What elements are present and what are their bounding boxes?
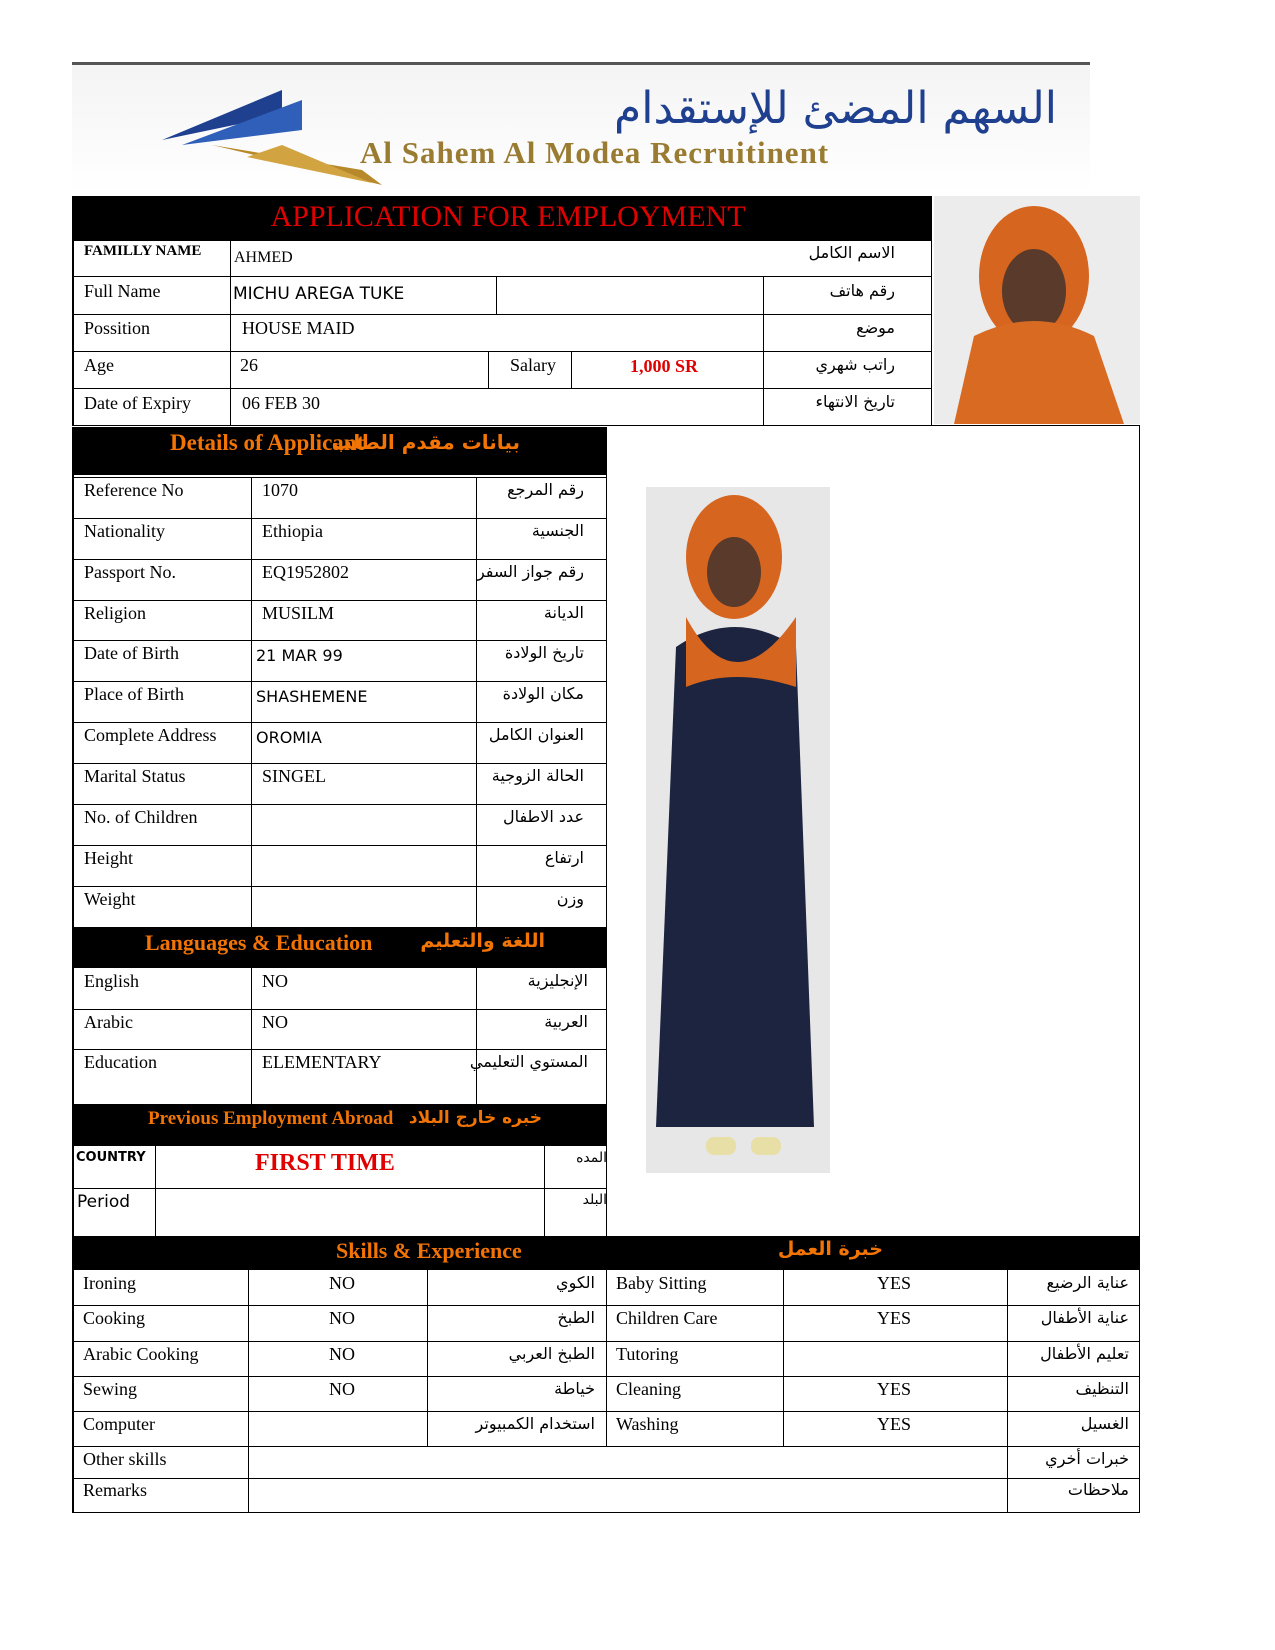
language-label: Arabic xyxy=(84,1012,133,1032)
detail-label: Nationality xyxy=(84,521,165,541)
detail-label: Marital Status xyxy=(84,766,186,786)
detail-label: Place of Birth xyxy=(84,684,184,704)
family-name-ar: الاسم الكامل xyxy=(808,243,895,262)
other-skills-ar: خبرات أخري xyxy=(1045,1449,1129,1468)
expiry-label: Date of Expiry xyxy=(84,393,191,413)
skill-right-label: Baby Sitting xyxy=(616,1273,707,1293)
arrow-logo-icon xyxy=(152,85,382,185)
detail-value: OROMIA xyxy=(256,728,322,747)
language-ar: الإنجليزية xyxy=(527,971,588,990)
skill-left-value: NO xyxy=(329,1344,355,1364)
detail-label: Date of Birth xyxy=(84,643,179,663)
page-title: APPLICATION FOR EMPLOYMENT xyxy=(270,200,746,233)
salary-label: Salary xyxy=(510,355,556,375)
skills-heading-ar: خبرة العمل xyxy=(777,1238,883,1260)
skill-left-label: Ironing xyxy=(83,1273,136,1293)
applicant-full-photo xyxy=(646,487,830,1173)
details-heading-en: Details of Applicant xyxy=(170,430,365,455)
expiry-value: 06 FEB 30 xyxy=(242,393,321,413)
detail-label: Passport No. xyxy=(84,562,177,582)
country-label: COUNTRY xyxy=(76,1150,146,1165)
languages-heading-en: Languages & Education xyxy=(145,930,373,955)
skill-right-value: YES xyxy=(877,1414,912,1434)
skill-right-ar: عناية الرضيع xyxy=(1046,1273,1129,1292)
detail-ar: ارتفاع xyxy=(544,848,584,867)
row-divider xyxy=(72,1049,607,1050)
skill-right-value: YES xyxy=(877,1308,912,1328)
age-label: Age xyxy=(84,355,114,375)
detail-ar: وزن xyxy=(556,889,584,908)
expiry-ar: تاريخ الانتهاء xyxy=(815,392,895,411)
detail-label: Weight xyxy=(84,889,136,909)
family-name-value: AHMED xyxy=(234,249,293,266)
detail-value: 21 MAR 99 xyxy=(256,646,343,665)
row-divider xyxy=(72,559,607,560)
skill-left-ar: خياطة xyxy=(554,1379,595,1398)
row-divider xyxy=(72,518,607,519)
language-label: Education xyxy=(84,1052,157,1072)
row-divider xyxy=(72,681,607,682)
row-divider xyxy=(72,1009,607,1010)
full-name-value: MICHU AREGA TUKE xyxy=(233,284,405,304)
row-divider xyxy=(72,763,607,764)
detail-label: Complete Address xyxy=(84,725,217,745)
position-value: HOUSE MAID xyxy=(242,318,355,338)
detail-ar: الحالة الزوجية xyxy=(491,766,584,785)
detail-ar: تاريخ الولادة xyxy=(504,643,584,662)
previous-heading-en: Previous Employment Abroad xyxy=(148,1108,394,1129)
skill-right-label: Washing xyxy=(616,1414,679,1434)
age-value: 26 xyxy=(240,355,258,375)
skill-right-ar: عناية الأطفال xyxy=(1040,1308,1129,1327)
detail-label: No. of Children xyxy=(84,807,198,827)
detail-value: SHASHEMENE xyxy=(256,687,368,706)
detail-ar: عدد الاطفال xyxy=(502,807,584,826)
previous-heading-ar: خبره خارج البلاد xyxy=(408,1108,542,1128)
row-divider xyxy=(72,477,607,478)
language-value: NO xyxy=(262,1012,288,1032)
detail-ar: الديانة xyxy=(543,603,584,622)
row-divider xyxy=(72,886,607,887)
skill-right-ar: تعليم الأطفال xyxy=(1040,1344,1129,1363)
row-divider xyxy=(72,804,607,805)
detail-ar: الجنسية xyxy=(531,521,584,540)
language-ar: المستوي التعليمي xyxy=(469,1052,588,1071)
logo-arabic-text: السهم المضئ للإستقدام xyxy=(614,83,1057,134)
salary-value: 1,000 SR xyxy=(630,356,699,376)
skill-right-ar: الغسيل xyxy=(1080,1414,1129,1433)
details-heading-ar: بيانات مقدم الطلب xyxy=(331,430,520,454)
skill-left-label: Arabic Cooking xyxy=(83,1344,199,1364)
period-label: Period xyxy=(77,1192,131,1212)
row-divider xyxy=(72,845,607,846)
skills-heading-en: Skills & Experience xyxy=(336,1238,522,1263)
full-name-label: Full Name xyxy=(84,281,161,301)
row-divider xyxy=(72,722,607,723)
family-name-label: FAMILLY NAME xyxy=(84,243,202,259)
detail-ar: العنوان الكامل xyxy=(488,725,584,744)
row-divider xyxy=(72,640,607,641)
logo-banner xyxy=(72,62,1090,193)
remarks-ar: ملاحظات xyxy=(1067,1480,1129,1499)
row-divider xyxy=(72,1376,1140,1377)
row-divider xyxy=(72,1305,1140,1306)
detail-ar: مكان الولادة xyxy=(502,684,584,703)
country-ar: المده xyxy=(576,1150,607,1166)
skill-left-label: Sewing xyxy=(83,1379,137,1399)
detail-value: EQ1952802 xyxy=(262,562,349,582)
applicant-headshot xyxy=(934,196,1140,424)
language-value: ELEMENTARY xyxy=(262,1052,382,1072)
languages-heading-ar: اللغة والتعليم xyxy=(420,930,545,952)
skill-left-ar: الطبخ العربي xyxy=(508,1344,595,1363)
detail-ar: رقم المرجع xyxy=(507,480,584,499)
logo-english-text: Al Sahem Al Modea Recruitinent xyxy=(360,135,830,170)
position-label: Possition xyxy=(84,318,151,338)
row-divider xyxy=(72,600,607,601)
skill-left-ar: الكوي xyxy=(556,1273,595,1292)
skill-right-label: Tutoring xyxy=(616,1344,679,1364)
skill-left-value: NO xyxy=(329,1273,355,1293)
skill-right-ar: التنظيف xyxy=(1075,1379,1129,1398)
country-value: FIRST TIME xyxy=(255,1150,395,1176)
detail-label: Reference No xyxy=(84,480,184,500)
salary-ar: راتب شهري xyxy=(815,355,895,374)
skill-right-label: Cleaning xyxy=(616,1379,681,1399)
skill-right-label: Children Care xyxy=(616,1308,718,1328)
language-ar: العربية xyxy=(544,1012,588,1031)
skill-left-label: Computer xyxy=(83,1414,155,1434)
position-ar: موضع xyxy=(856,318,895,337)
skills-heading-bar xyxy=(72,1236,1140,1270)
full-name-ar: رقم هاتف xyxy=(829,281,895,300)
skill-left-ar: الطبخ xyxy=(557,1308,595,1327)
skill-right-value: YES xyxy=(877,1273,912,1293)
detail-label: Religion xyxy=(84,603,146,623)
detail-ar: رقم جواز السفر xyxy=(476,562,584,581)
language-label: English xyxy=(84,971,140,991)
detail-value: MUSILM xyxy=(262,603,335,623)
other-skills-label: Other skills xyxy=(83,1449,167,1469)
skill-right-value: YES xyxy=(877,1379,912,1399)
skill-left-ar: استخدام الكمبيوتر xyxy=(475,1414,595,1433)
detail-value: Ethiopia xyxy=(262,521,323,541)
row-divider xyxy=(72,1341,1140,1342)
skill-left-value: NO xyxy=(329,1379,355,1399)
remarks-label: Remarks xyxy=(83,1480,147,1500)
period-ar: البلد xyxy=(582,1192,607,1208)
detail-value: SINGEL xyxy=(262,766,326,786)
language-value: NO xyxy=(262,971,288,991)
row-divider xyxy=(72,1411,1140,1412)
skill-left-label: Cooking xyxy=(83,1308,146,1328)
skill-left-value: NO xyxy=(329,1308,355,1328)
detail-value: 1070 xyxy=(262,480,298,500)
detail-label: Height xyxy=(84,848,133,868)
